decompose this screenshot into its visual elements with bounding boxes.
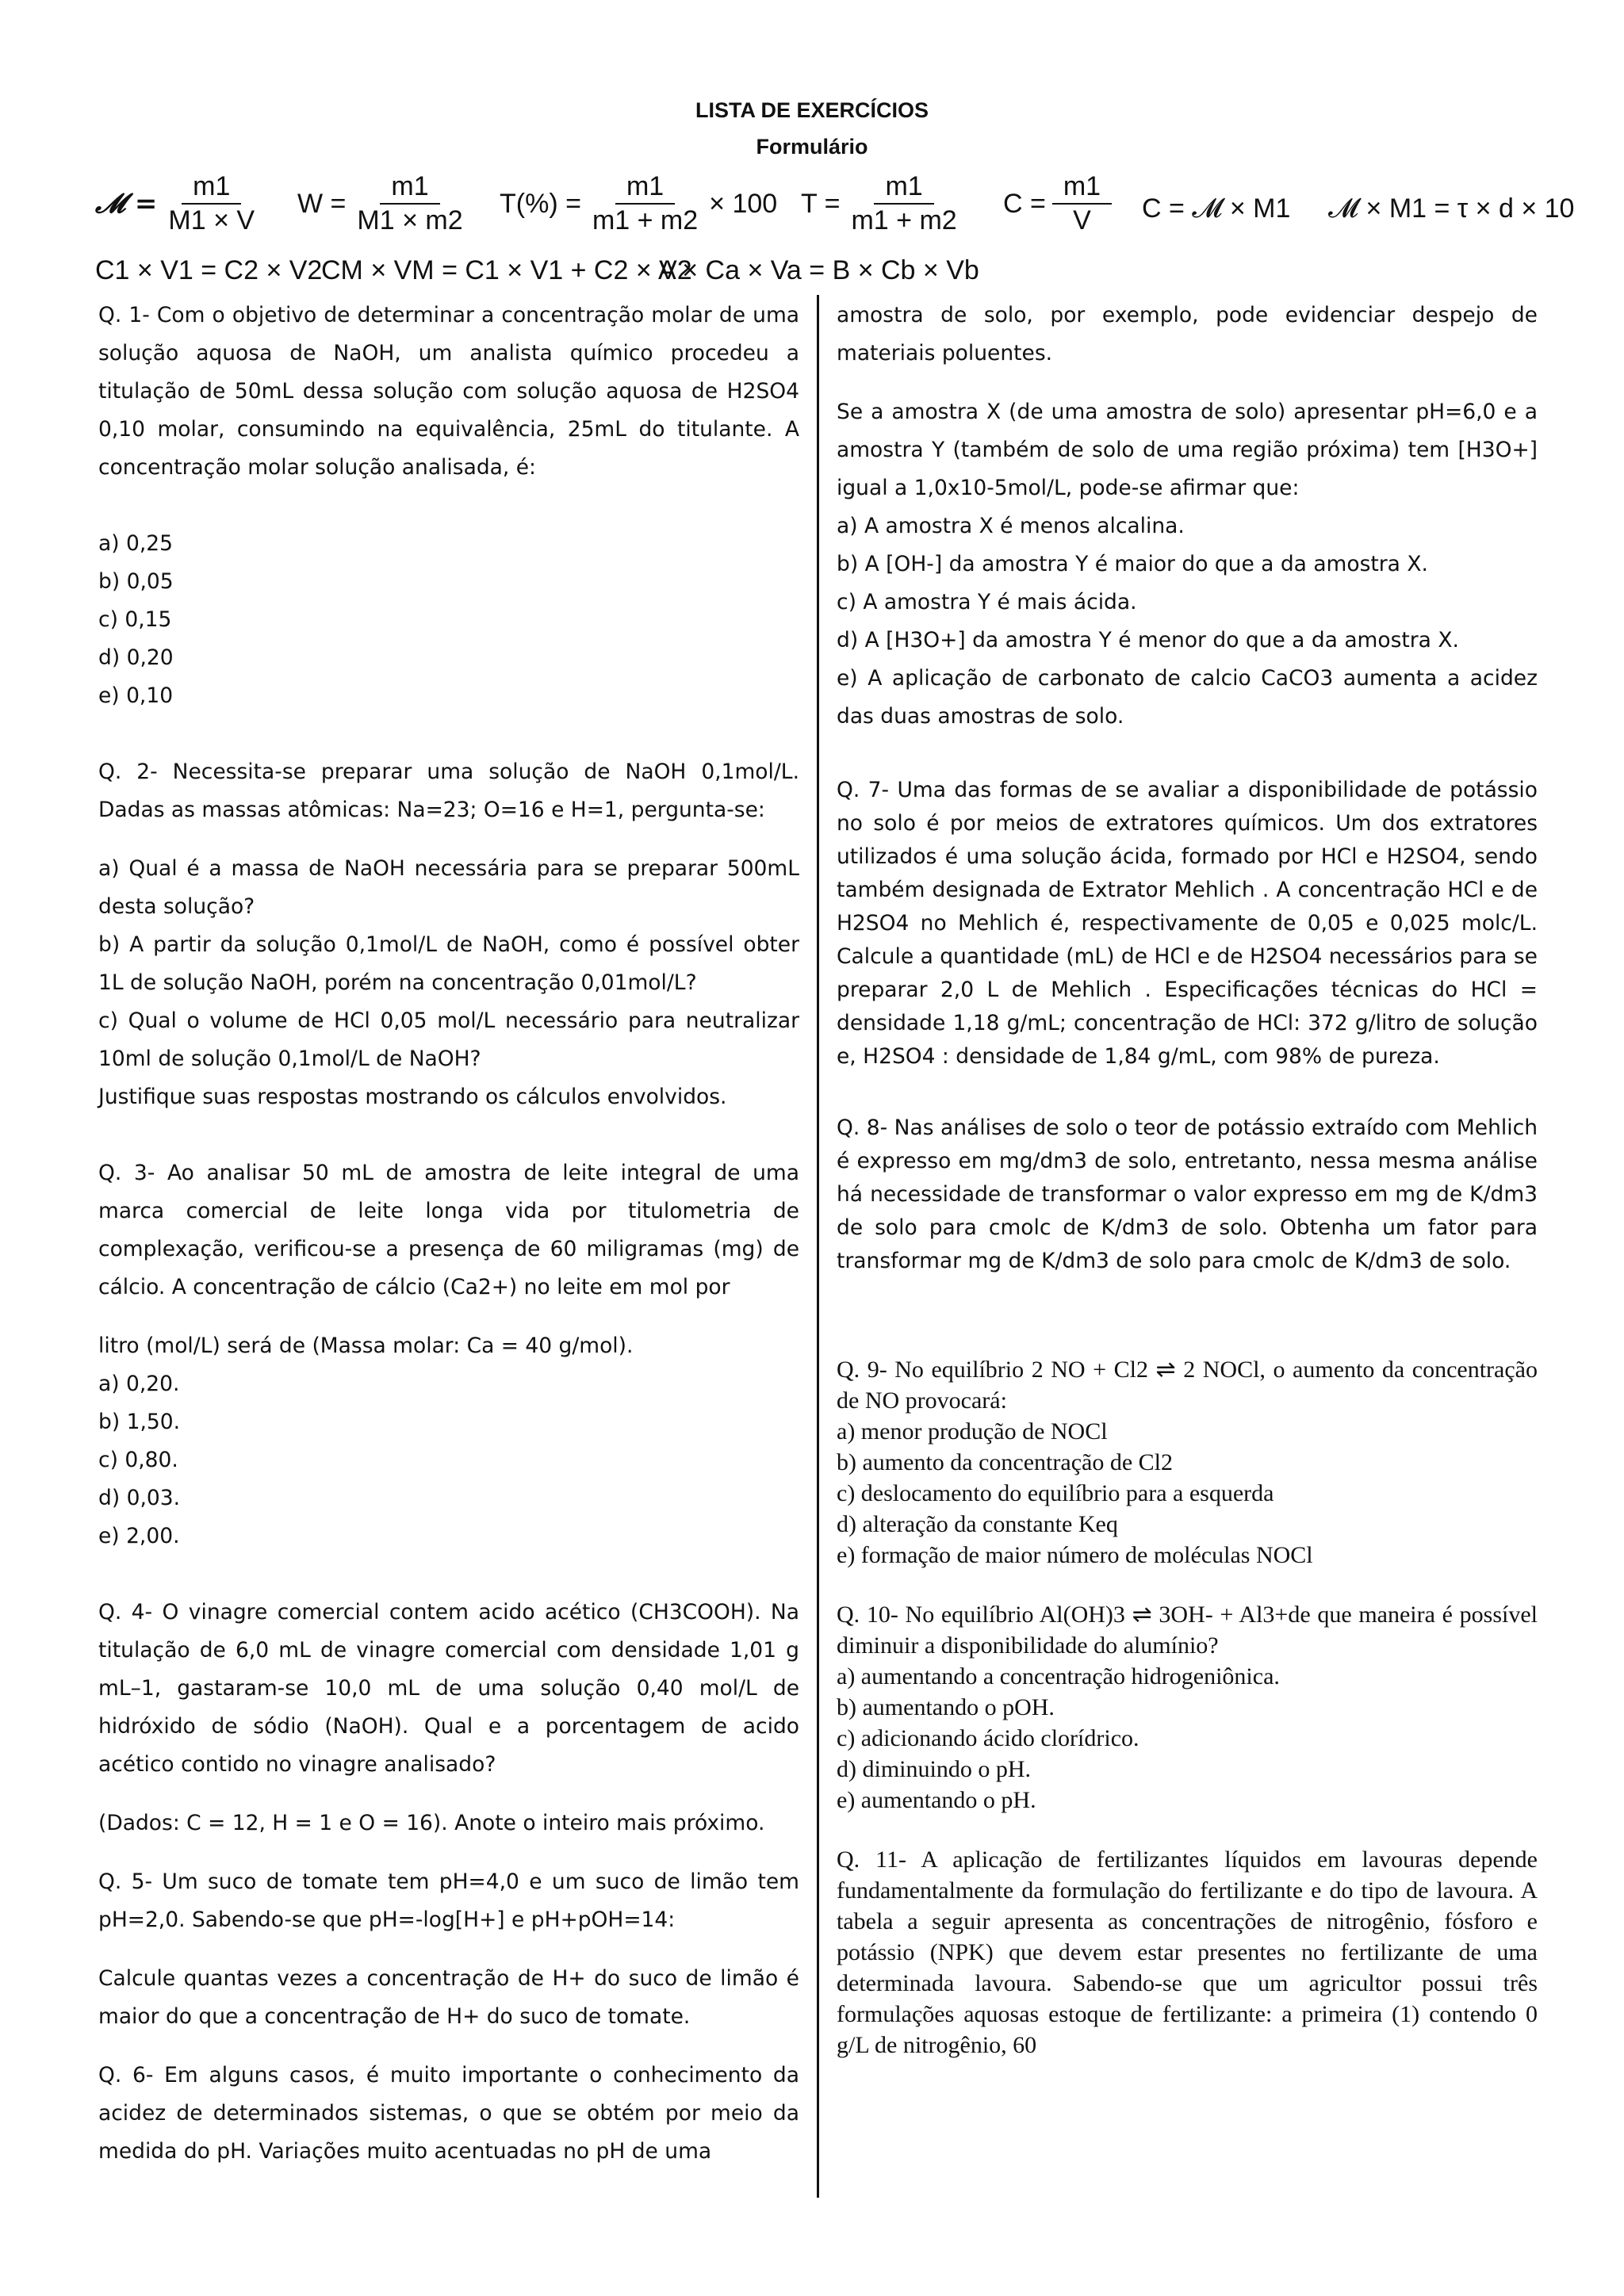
q7-text: Q. 7- Uma das formas de se avaliar a disponibilidade de potássio no solo é por meios de extratores químicos. Um dos extratores utilizados é uma solução ácida, formado por HCl e H2SO4, sendo também designada de Extrator Mehlich . A concentração HCl e de H2SO4 no Mehlich é, respectivamente de 0,05 e 0,025 molc/L. Calcule a quantidade (mL) de HCl e de H2SO4 necessários para se preparar 2,0 L de Mehlich . Especificações técnicas do HCl = densidade 1,18 g/mL; concentração de HCl: 372 g/litro de solução e, H2SO4 : densidade de 1,84 g/mL, com 98% de pureza. [837,778,1538,1069]
q10-text: Q. 10- No equilíbrio Al(OH)3 ⇌ 3OH- + Al3+de que maneira é possível diminuir a disponibilidade do alumínio? [837,1601,1538,1659]
q3-text: Q. 3- Ao analisar 50 mL de amostra de leite integral de uma marca comercial de leite longa vida por titulometria de complexação, verificou-se a presença de 60 miligramas (mg) de cálcio. A concentração de cálcio (Ca2+) no leite em mol por [98,1161,799,1299]
q1-option-b: b) 0,05 [98,569,174,594]
q4-data: (Dados: C = 12, H = 1 e O = 16). Anote o inteiro mais próximo. [98,1811,765,1835]
q10-option-c: c) adicionando ácido clorídrico. [837,1725,1139,1751]
q9-option-d: d) alteração da constante Keq [837,1511,1118,1537]
q3-option-e: e) 2,00. [98,1524,180,1548]
q6-option-a: a) A amostra X é menos alcalina. [837,514,1185,538]
q11-text: Q. 11- A aplicação de fertilizantes líquidos em lavouras depende fundamentalmente da formulação do fertilizante e do tipo de lavoura. A tabela a seguir apresenta as concentrações de nitrogênio, fósforo e potássio (NPK) que devem estar presentes no fertilizante de uma determinada lavoura. Sabendo-se que um agricultor possui três formulações aquosas estoque de fertilizante: a primeira (1) contendo 0 g/L de nitrogênio, 60 [837,1846,1538,2058]
q9-text: Q. 9- No equilíbrio 2 NO + Cl2 ⇌ 2 NOCl, o aumento da concentração de NO provocará: [837,1357,1538,1414]
q2-part-c: c) Qual o volume de HCl 0,05 mol/L necessário para neutralizar 10ml de solução 0,1mol/L de NaOH? [98,1008,799,1071]
formula-sheet [95,171,1575,292]
q6-text: Q. 6- Em alguns casos, é muito importante o conhecimento da acidez de determinados sistemas, o que se obtém por meio da medida do pH. Variações muito acentuadas no pH de uma [98,2063,799,2164]
q3-option-d: d) 0,03. [98,1486,181,1510]
page-title: LISTA DE EXERCÍCIOS [695,98,929,122]
formula-dilution: C1 × V1 = C2 × V2 [95,255,323,285]
q3-option-b: b) 1,50. [98,1410,181,1434]
formula-t: T = $\frac{m1}{m1 + m2}$ [801,171,957,235]
q10-option-e: e) aumentando o pH. [837,1787,1036,1813]
q6-option-b: b) A [OH-] da amostra Y é maior do que a da amostra X. [837,552,1428,576]
right-column [837,297,1538,2061]
q2-part-a: a) Qual é a massa de NaOH necessária para se preparar 500mL desta solução? [98,856,799,919]
q9-option-c: c) deslocamento do equilíbrio para a esquerda [837,1480,1274,1506]
q2-note: Justifique suas respostas mostrando os cálculos envolvidos. [98,1085,727,1109]
formula-w: W = $\frac{m1}{M1 \times m2}$ [297,171,463,235]
q2-text: Q. 2- Necessita-se preparar uma solução de NaOH 0,1mol/L. Dadas as massas atômicas: Na=23; O=16 e H=1, pergunta-se: [98,760,799,822]
q6-option-e: e) A aplicação de carbonato de calcio CaCO3 aumenta a acidez das duas amostras de solo. [837,666,1538,729]
q9-option-e: e) formação de maior número de moléculas NOCl [837,1542,1313,1568]
q9-option-a: a) menor produção de NOCl [837,1418,1108,1445]
q5-question: Calcule quantas vezes a concentração de H+ do suco de limão é maior do que a concentração de H+ do suco de tomate. [98,1966,799,2029]
q1-option-d: d) 0,20 [98,645,174,670]
q3-option-c: c) 0,80. [98,1448,178,1472]
q3-option-a: a) 0,20. [98,1372,180,1396]
serif-section [837,1354,1538,2061]
formula-c: C = $\frac{m1}{V}$ [1003,173,1112,235]
formula-mixture: CM × VM = C1 × V1 + C2 × V2 [321,255,692,285]
q9-option-b: b) aumento da concentração de Cl2 [837,1449,1173,1475]
formula-m-m1: 𝓜 × M1 = τ × d × 10 [1328,193,1575,224]
formula-t-percent: T(%) = $\frac{m1}{m1 + m2}$ × 100 [500,171,778,235]
q1-option-a: a) 0,25 [98,531,174,556]
column-divider [817,295,819,2198]
formula-c-from-m: C = 𝓜 × M1 [1142,193,1291,224]
page-subtitle: Formulário [756,135,868,159]
q1-option-c: c) 0,15 [98,607,172,632]
q10-option-b: b) aumentando o pOH. [837,1694,1055,1720]
q3-text-continued: litro (mol/L) será de (Massa molar: Ca = 40 g/mol). [98,1334,634,1358]
q5-text: Q. 5- Um suco de tomate tem pH=4,0 e um suco de limão tem pH=2,0. Sabendo-se que pH=-log[H+] e pH+pOH=14: [98,1869,799,1932]
q8-text: Q. 8- Nas análises de solo o teor de potássio extraído com Mehlich é expresso em mg/dm3 de solo, entretanto, nessa mesma análise há necessidade de transformar o valor expresso em mg de K/dm3 de solo para cmolc de K/dm3 de solo. Obtenha um fator para transformar mg de K/dm3 de solo para cmolc de K/dm3 de solo. [837,1115,1538,1273]
q10-option-d: d) diminuindo o pH. [837,1756,1031,1782]
q4-text: Q. 4- O vinagre comercial contem acido acético (CH3COOH). Na titulação de 6,0 mL de vinagre comercial com densidade 1,01 g mL–1, gastaram-se 10,0 mL de uma solução 0,40 mol/L de hidróxido de sódio (NaOH). Qual e a porcentagem de acido acético contido no vinagre analisado? [98,1600,799,1777]
left-column [98,297,799,2171]
q6-text-continued: amostra de solo, por exemplo, pode evidenciar despejo de materiais poluentes. [837,303,1538,365]
q10-option-a: a) aumentando a concentração hidrogeniônica. [837,1663,1280,1689]
formula-titration: A × Ca × Va = B × Cb × Vb [658,255,979,285]
q1-option-e: e) 0,10 [98,683,174,708]
formula-molarity: 𝓜 = $\frac{m1}{M1 \times V}$ [95,171,255,235]
q2-part-b: b) A partir da solução 0,1mol/L de NaOH, como é possível obter 1L de solução NaOH, porém na concentração 0,01mol/L? [98,932,799,995]
q1-text: Q. 1- Com o objetivo de determinar a concentração molar de uma solução aquosa de NaOH, um analista químico procedeu a titulação de 50mL dessa solução com solução aquosa de H2SO4 0,10 molar, consumindo na equivalência, 25mL do titulante. A concentração molar solução analisada, é: [98,303,799,480]
q6-stem: Se a amostra X (de uma amostra de solo) apresentar pH=6,0 e a amostra Y (também de solo de uma região próxima) tem [H3O+] igual a 1,0x10-5mol/L, pode-se afirmar que: [837,400,1538,500]
q6-option-c: c) A amostra Y é mais ácida. [837,590,1137,614]
q6-option-d: d) A [H3O+] da amostra Y é menor do que a da amostra X. [837,628,1459,652]
